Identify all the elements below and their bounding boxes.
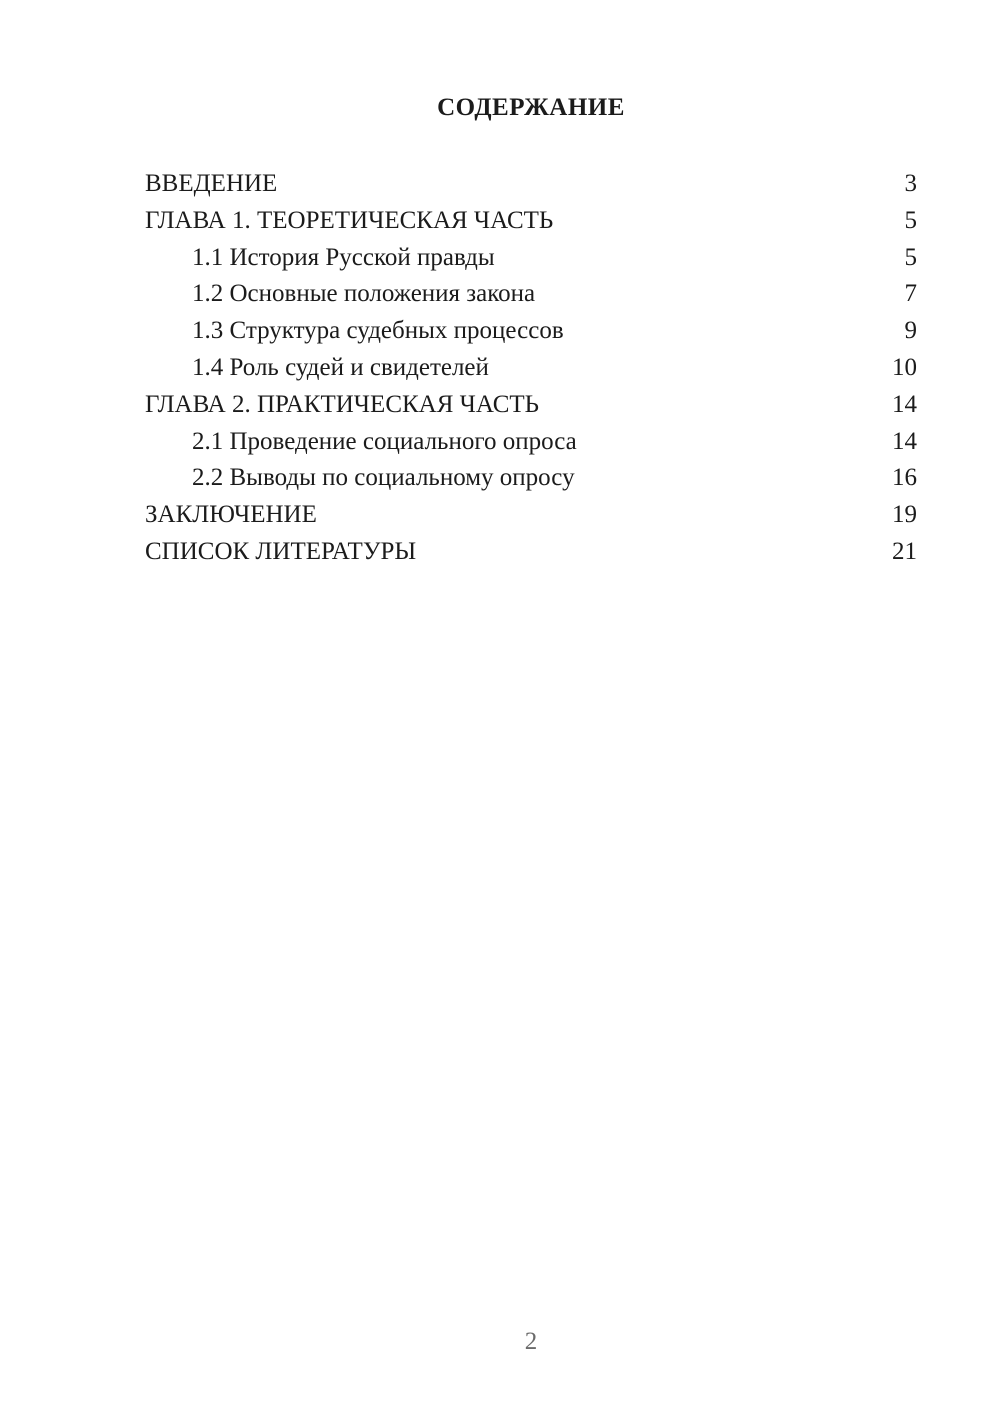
toc-entry (145, 424, 917, 461)
toc-entry (145, 460, 917, 497)
toc-entry-label: 2.2 Выводы по социальному опросу (192, 464, 575, 492)
toc-entry (145, 534, 917, 571)
toc-entry-label: 1.1 История Русской правды (192, 243, 495, 271)
toc-entry-page-number: 7 (904, 280, 917, 308)
toc-entry (145, 240, 917, 277)
page-title: СОДЕРЖАНИЕ (437, 94, 625, 121)
toc-entry-label: 1.2 Основные положения закона (192, 280, 536, 308)
toc-entry-page-number: 16 (892, 464, 917, 492)
toc-entry-page-number: 9 (904, 317, 917, 345)
toc-entry (145, 203, 917, 240)
toc-entry-page-number: 10 (892, 353, 917, 381)
toc-entry-label: 1.3 Структура судебных процессов (192, 317, 564, 345)
toc-entry (145, 313, 917, 350)
toc-entry-label: 1.4 Роль судей и свидетелей (192, 353, 489, 381)
toc-entry-page-number: 19 (892, 501, 917, 529)
toc-entry-label: ГЛАВА 1. ТЕОРЕТИЧЕСКАЯ ЧАСТЬ (145, 206, 554, 234)
toc-entry-label: 2.1 Проведение социального опроса (192, 427, 577, 455)
toc-entry-page-number: 5 (904, 243, 917, 271)
toc-entry (145, 387, 917, 424)
toc-entry (145, 350, 917, 387)
toc-entry-page-number: 21 (892, 537, 917, 565)
toc-entry-page-number: 14 (892, 390, 917, 418)
toc-entry-label: СПИСОК ЛИТЕРАТУРЫ (145, 537, 417, 565)
toc-entry-label: ВВЕДЕНИЕ (145, 170, 278, 197)
toc-entry (145, 497, 917, 534)
toc-entry-page-number: 3 (904, 170, 917, 197)
table-of-contents (145, 166, 917, 571)
toc-entry (145, 276, 917, 313)
toc-entry-label: ЗАКЛЮЧЕНИЕ (145, 501, 317, 529)
toc-entry-page-number: 14 (892, 427, 917, 455)
toc-entry-label: ГЛАВА 2. ПРАКТИЧЕСКАЯ ЧАСТЬ (145, 390, 540, 418)
toc-entry (145, 166, 917, 203)
toc-entry-page-number: 5 (904, 206, 917, 234)
footer-page-number: 2 (524, 1328, 538, 1355)
